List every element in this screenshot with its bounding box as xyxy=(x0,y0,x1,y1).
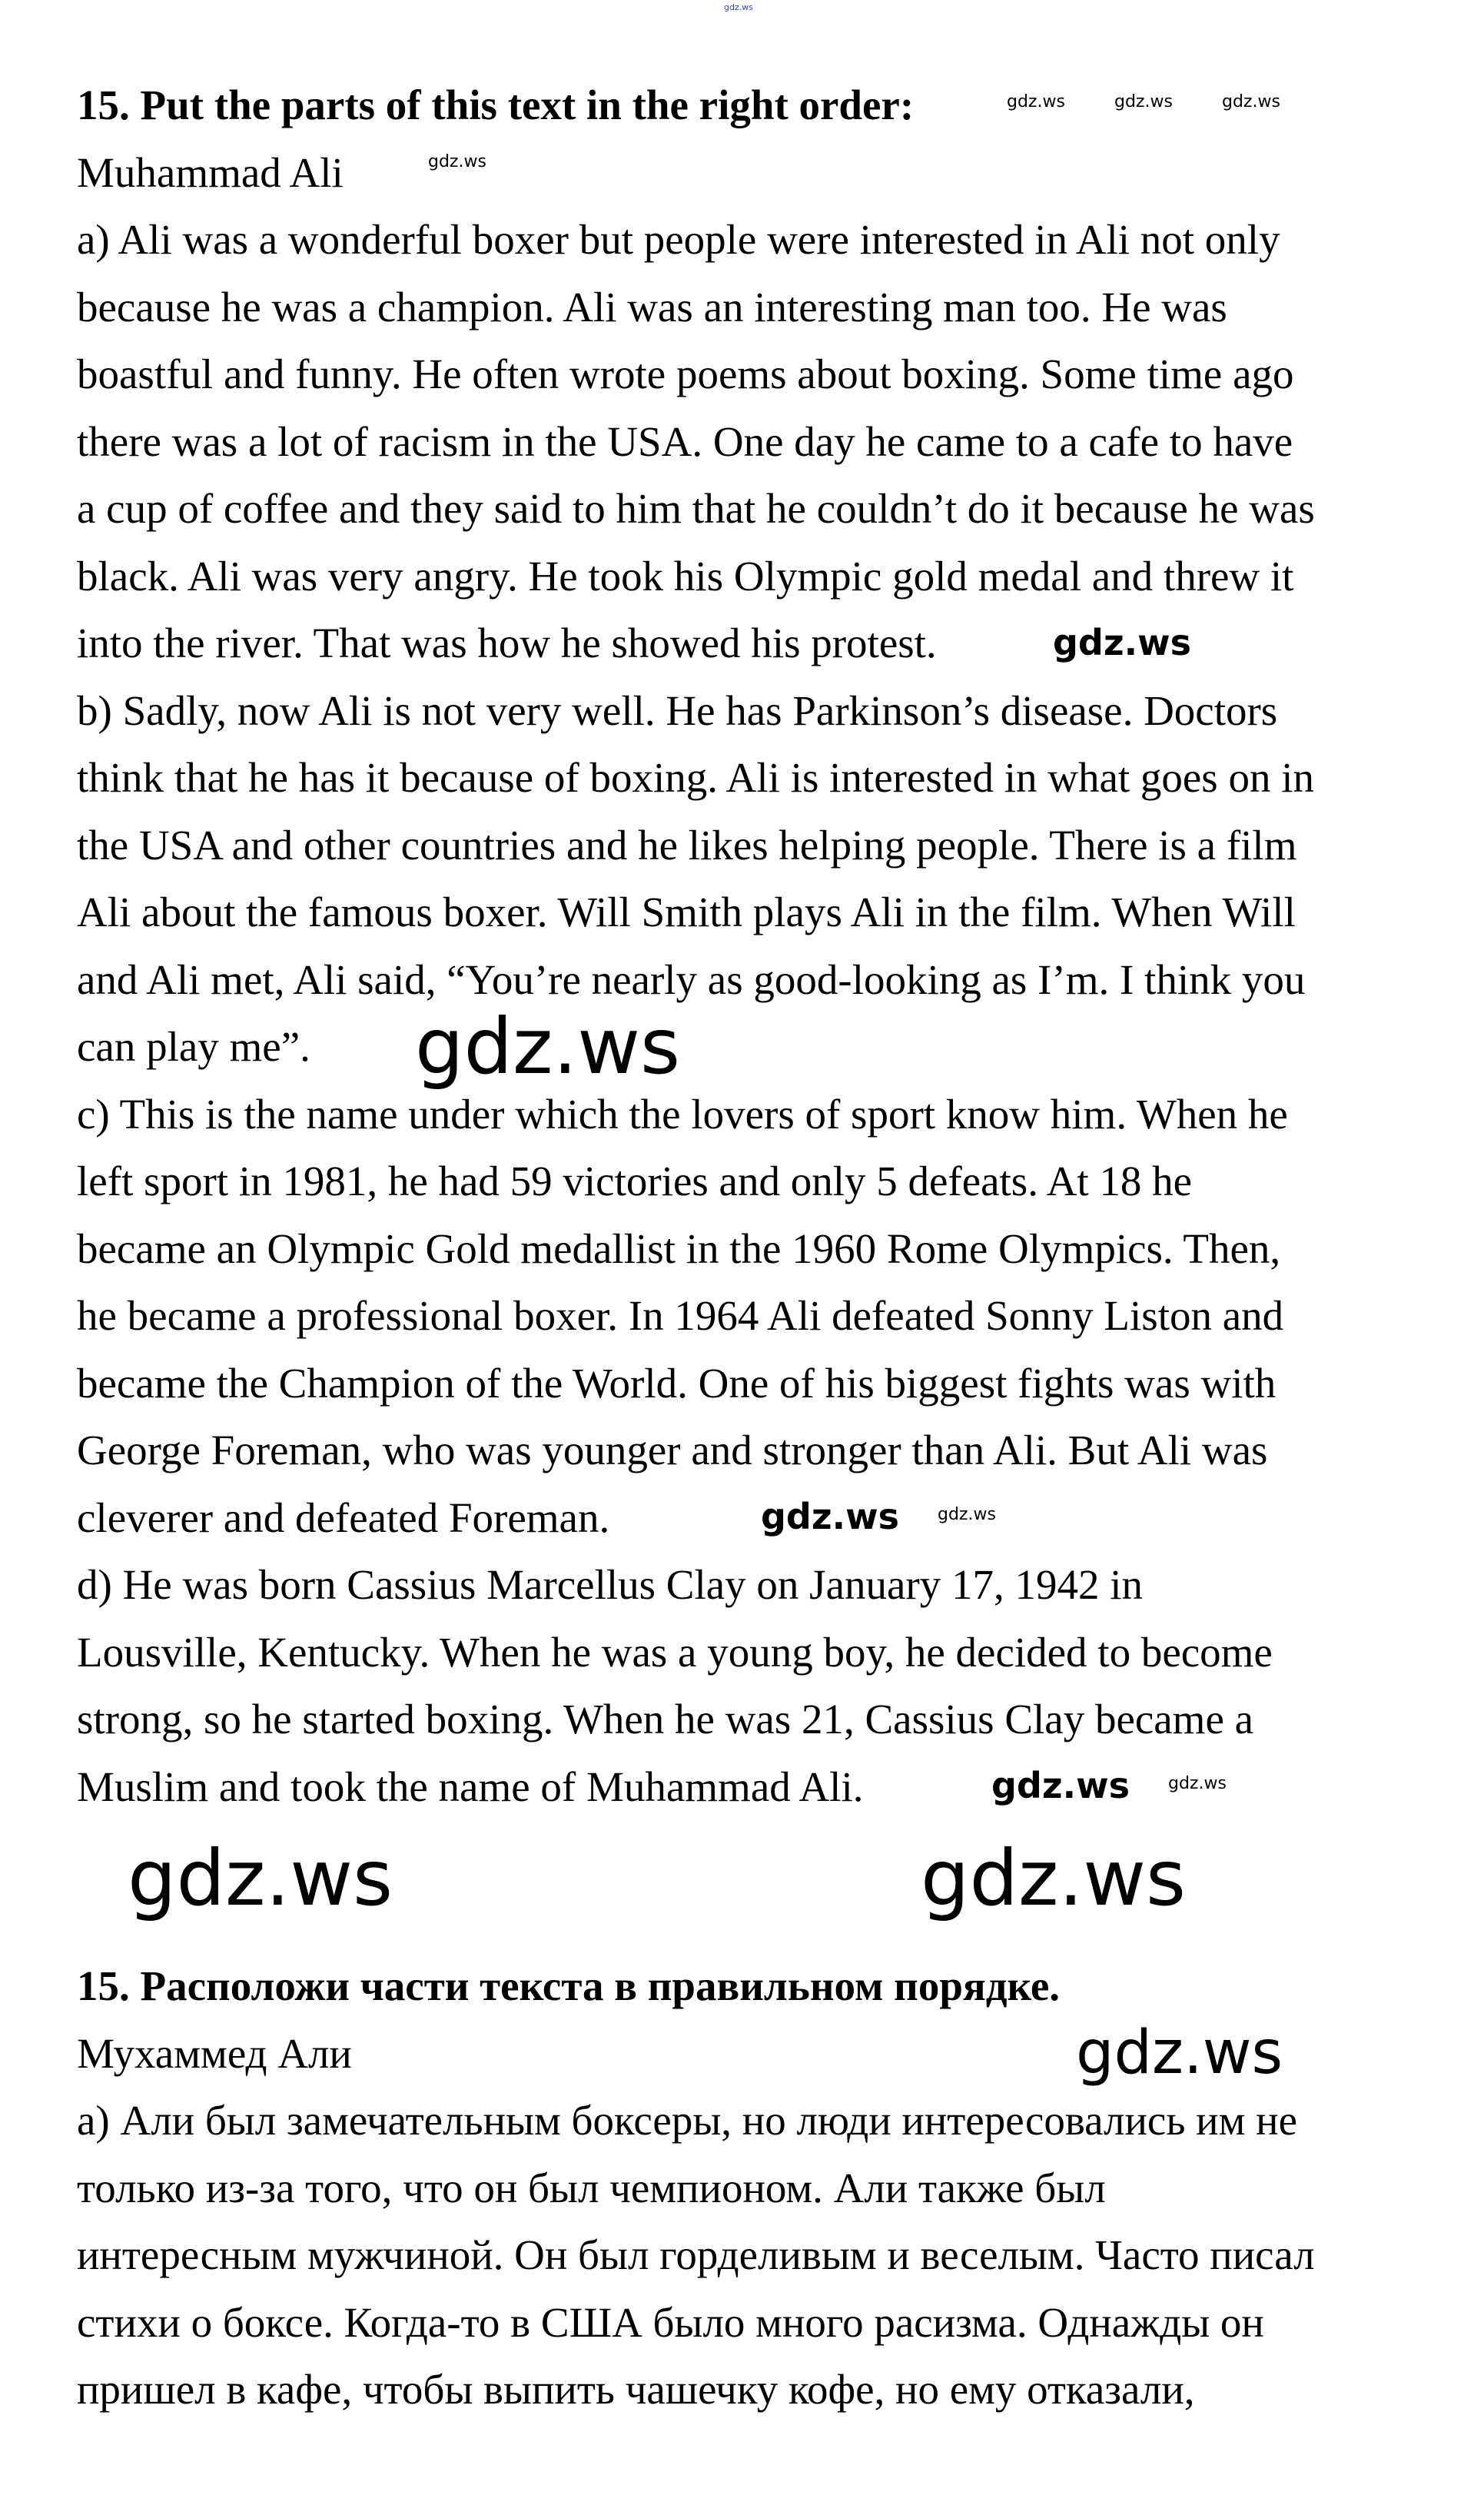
text-line: became the Champion of the World. One of his biggest fights was with xyxy=(77,1359,1277,1407)
watermark: gdz.ws xyxy=(761,1496,899,1537)
text-line: and Ali met, Ali said, “You’re nearly as good-looking as I’m. I think you xyxy=(77,955,1306,1003)
text-line: left sport in 1981, he had 59 victories and only 5 defeats. At 18 he xyxy=(77,1158,1193,1204)
text-line: became an Olympic Gold medallist in the 1960 Rome Olympics. Then, xyxy=(77,1224,1281,1272)
watermark: gdz.ws xyxy=(1076,2018,1283,2088)
text-line: b) Sadly, now Ali is not very well. He has Parkinson’s disease. Doctors xyxy=(77,686,1278,734)
text-subtitle: Muhammad Ali xyxy=(77,148,344,196)
text-line: интересным мужчиной. Он был горделивым и веселым. Часто писал xyxy=(77,2231,1315,2278)
text-line: he became a professional boxer. In 1964 Ali defeated Sonny Liston and xyxy=(77,1292,1284,1339)
watermark: gdz.ws xyxy=(428,152,486,171)
english-section xyxy=(77,71,1315,1820)
text-line: Lousville, Kentucky. When he was a young boy, he decided to become xyxy=(77,1628,1273,1676)
exercise-title: 15. Put the parts of this text in the right order: xyxy=(77,81,915,128)
watermark: gdz.ws xyxy=(921,1833,1187,1923)
text-line: boastful and funny. He often wrote poems about boxing. Some time ago xyxy=(77,350,1294,397)
watermark: gdz.ws xyxy=(1168,1774,1227,1793)
text-line: strong, so he started boxing. When he was 21, Cassius Clay became a xyxy=(77,1696,1254,1743)
text-line: the USA and other countries and he likes helping people. There is a film xyxy=(77,821,1297,869)
text-line: Ali about the famous boxer. Will Smith plays Ali in the film. When Will xyxy=(77,889,1296,935)
watermark: gdz.ws xyxy=(724,2,753,12)
text-subtitle-ru: Мухаммед Али xyxy=(77,2029,352,2077)
text-line: black. Ali was very angry. He took his Olympic gold medal and threw it xyxy=(77,552,1294,600)
text-line: cleverer and defeated Foreman. xyxy=(77,1493,610,1541)
text-line: а) Али был замечательным боксеры, но люди интересовались им не xyxy=(77,2097,1297,2144)
text-line: Muslim and took the name of Muhammad Ali. xyxy=(77,1762,864,1810)
text-line: a) Ali was a wonderful boxer but people were interested in Ali not only xyxy=(77,216,1280,263)
watermark: gdz.ws xyxy=(1053,622,1191,663)
watermark: gdz.ws xyxy=(415,1002,681,1091)
text-line: a cup of coffee and they said to him that he couldn’t do it because he was xyxy=(77,485,1315,532)
text-line: think that he has it because of boxing. Ali is interested in what goes on in xyxy=(77,754,1314,801)
text-line: into the river. That was how he showed his protest. xyxy=(77,620,937,666)
watermark: gdz.ws xyxy=(991,1765,1130,1806)
text-line: because he was a champion. Ali was an interesting man too. He was xyxy=(77,283,1227,331)
text-line: c) This is the name under which the lovers of sport know him. When he xyxy=(77,1090,1288,1138)
text-line: d) He was born Cassius Marcellus Clay on January 17, 1942 in xyxy=(77,1561,1144,1608)
watermark: gdz.ws xyxy=(1007,92,1065,111)
text-line: there was a lot of racism in the USA. One day he came to a cafe to have xyxy=(77,417,1293,465)
watermark: gdz.ws xyxy=(1222,92,1280,111)
text-line: стихи о боксе. Когда-то в США было много расизма. Однажды он xyxy=(77,2298,1264,2346)
russian-text-body xyxy=(77,2087,1315,2424)
exercise-title-ru: 15. Расположи части текста в правильном порядке. xyxy=(77,1962,1061,2009)
text-line: пришел в кафе, чтобы выпить чашечку кофе, но ему отказали, xyxy=(77,2366,1195,2413)
text-line: George Foreman, who was younger and stronger than Ali. But Ali was xyxy=(77,1427,1268,1473)
watermark: gdz.ws xyxy=(938,1505,996,1524)
watermark: gdz.ws xyxy=(1114,92,1173,111)
text-line: can play me”. xyxy=(77,1023,310,1070)
watermark: gdz.ws xyxy=(128,1833,393,1923)
text-line: только из-за того, что он был чемпионом. Али также был xyxy=(77,2164,1106,2211)
english-text-body xyxy=(77,206,1315,1820)
